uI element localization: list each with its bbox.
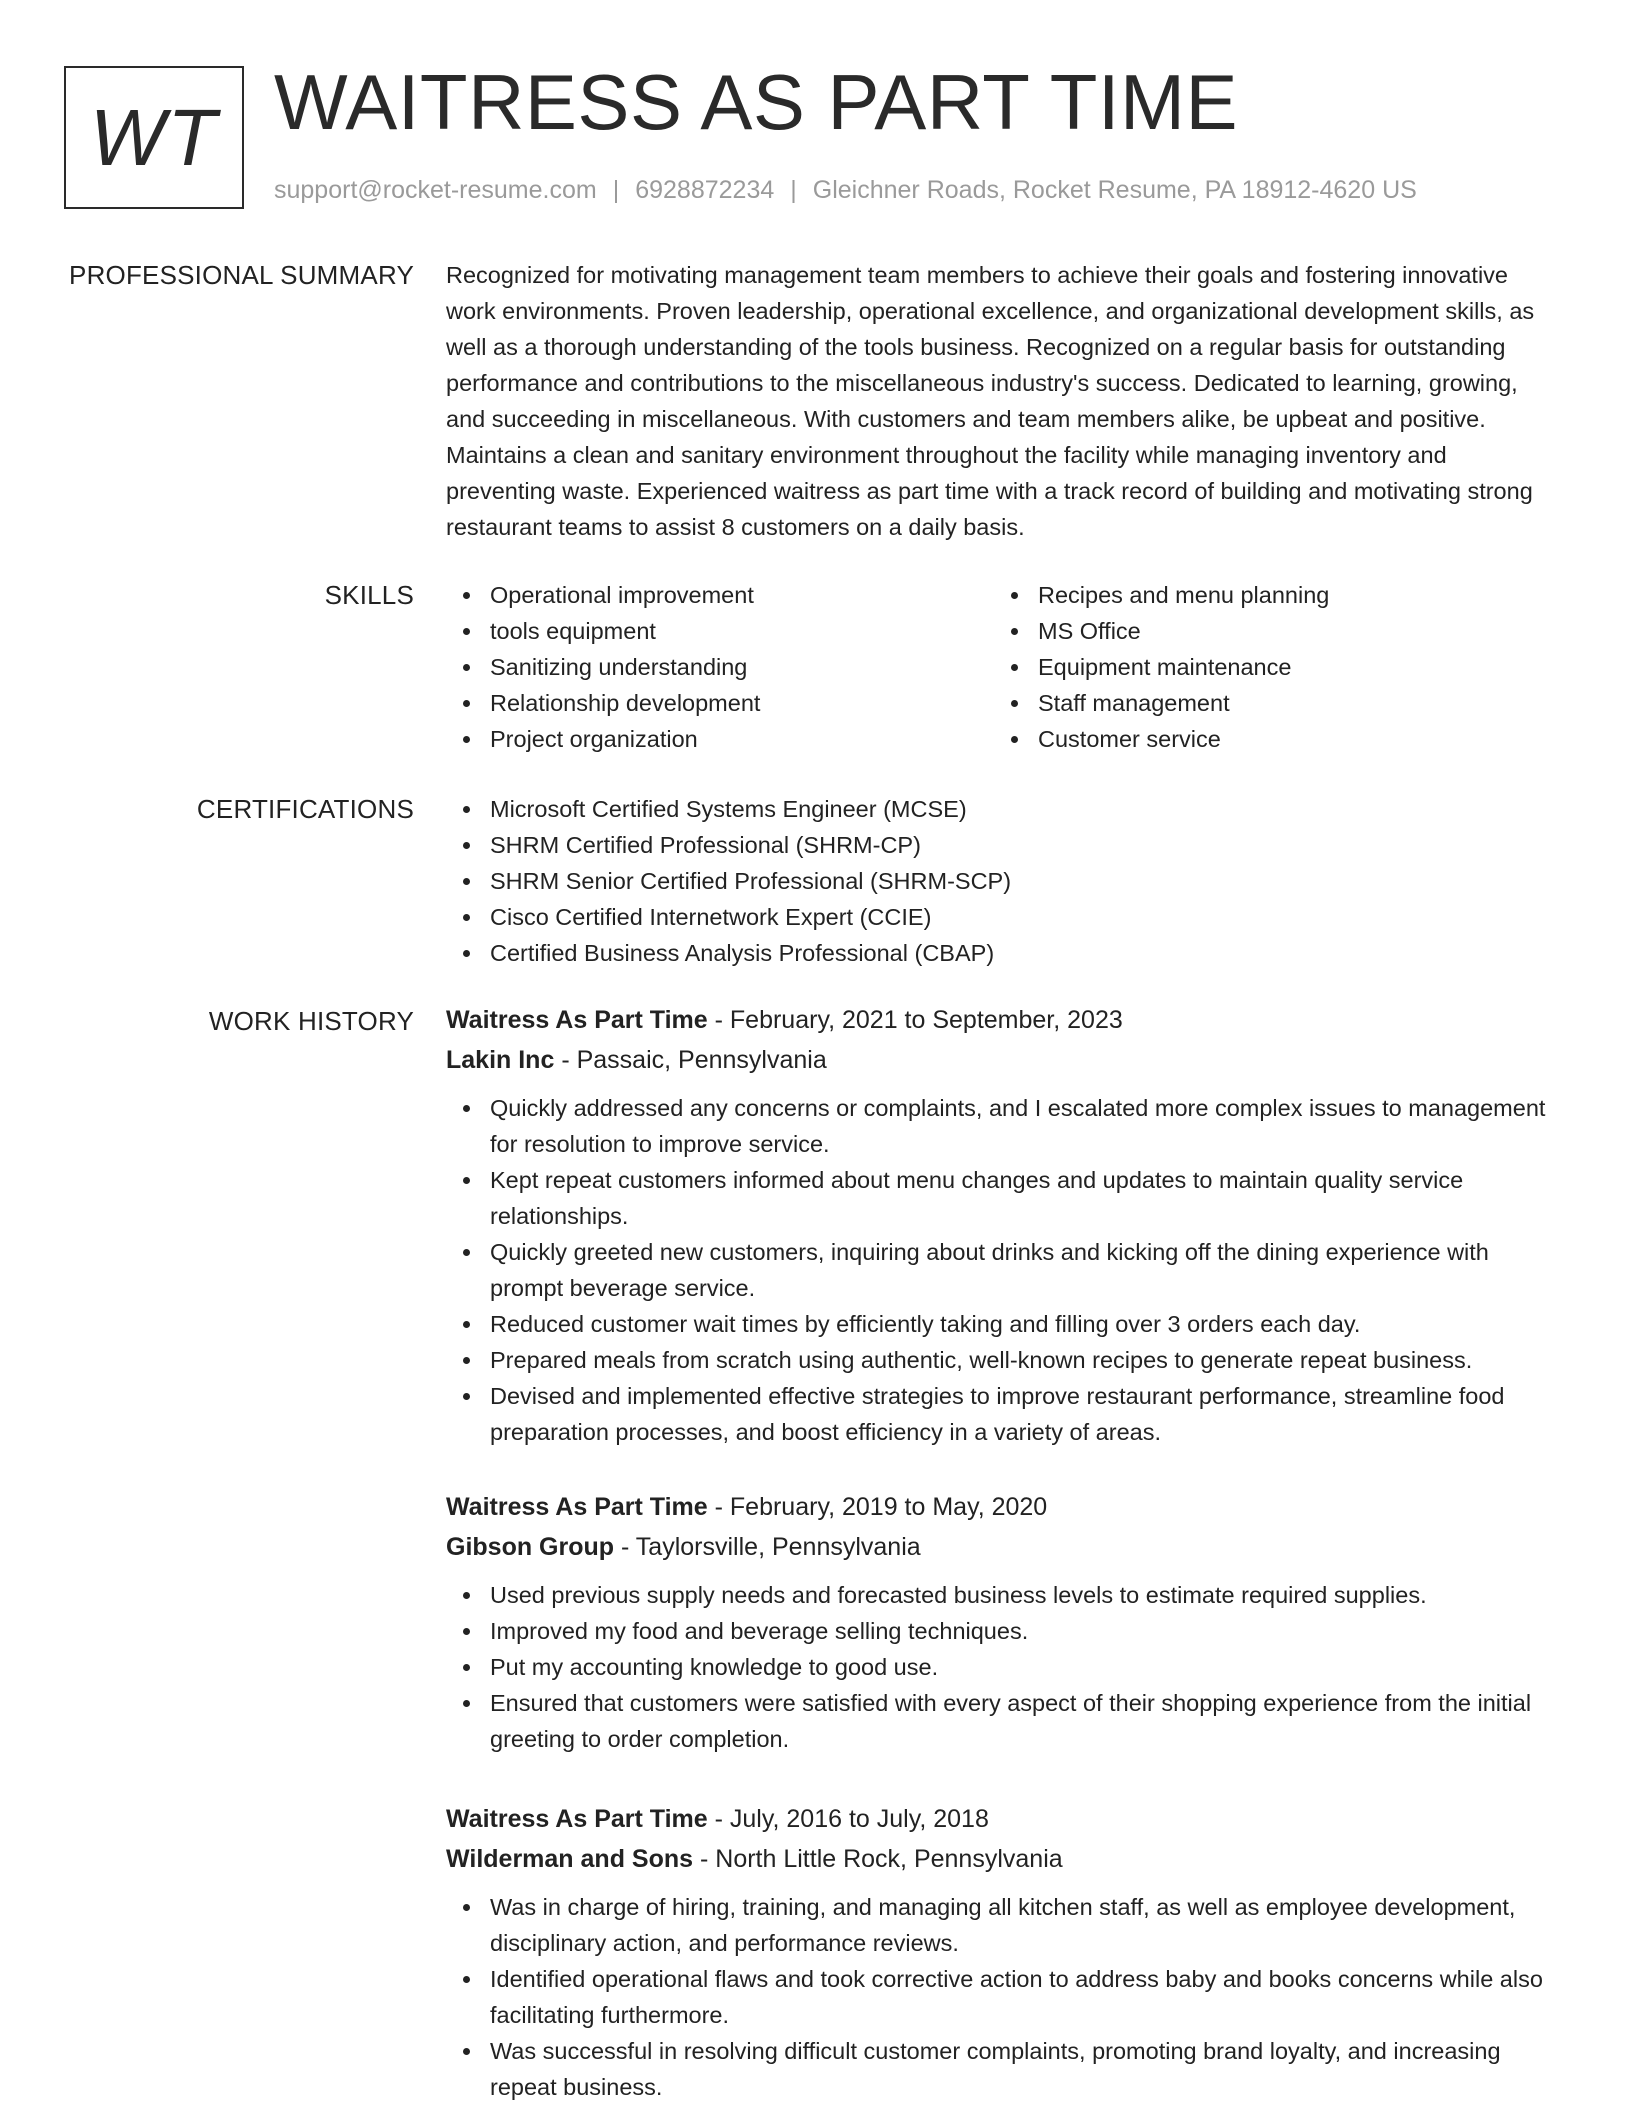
job-bullet: Identified operational flaws and took corrective action to address baby and books concerns while also facilitating furthermore. xyxy=(446,1961,1566,2033)
job-bullet: Quickly addressed any concerns or complaints, and I escalated more complex issues to management for resolution to improve service. xyxy=(446,1090,1566,1162)
certifications-body xyxy=(446,791,1566,971)
job-location: - Passaic, Pennsylvania xyxy=(554,1046,827,1074)
job-bullet: Improved my food and beverage selling techniques. xyxy=(446,1613,1566,1649)
job-bullet: Devised and implemented effective strategies to improve restaurant performance, streamline food preparation processes, and boost efficiency in a variety of areas. xyxy=(446,1378,1566,1450)
skill-item: Sanitizing understanding xyxy=(446,649,994,685)
job-title-line xyxy=(446,1000,1566,1040)
contact-address: Gleichner Roads, Rocket Resume, PA 18912-4620 US xyxy=(812,176,1417,204)
skills-list-left xyxy=(446,577,994,757)
job-bullets xyxy=(446,1889,1566,2105)
skills-columns xyxy=(446,577,1566,757)
skill-item: Operational improvement xyxy=(446,577,994,613)
monogram-box xyxy=(64,66,244,209)
monogram-initials: WT xyxy=(89,92,219,182)
skill-item: Recipes and menu planning xyxy=(994,577,1542,613)
skill-item: Project organization xyxy=(446,721,994,757)
contact-separator: | xyxy=(790,176,797,204)
skill-item: MS Office xyxy=(994,613,1542,649)
contact-phone[interactable]: 6928872234 xyxy=(635,176,775,204)
certification-item: Certified Business Analysis Professional (CBAP) xyxy=(446,935,1566,971)
job-title: Waitress As Part Time xyxy=(446,1805,708,1833)
job-company-line xyxy=(446,1040,1566,1080)
job-dates: - February, 2019 to May, 2020 xyxy=(707,1493,1048,1521)
certification-item: Microsoft Certified Systems Engineer (MCSE) xyxy=(446,791,1566,827)
contact-line xyxy=(274,174,1417,207)
skill-item: tools equipment xyxy=(446,613,994,649)
job-title: Waitress As Part Time xyxy=(446,1006,708,1034)
certification-item: Cisco Certified Internetwork Expert (CCIE) xyxy=(446,899,1566,935)
job-body xyxy=(446,1487,1566,1757)
section-label-certifications: CERTIFICATIONS xyxy=(196,794,414,824)
job-dates: - February, 2021 to September, 2023 xyxy=(707,1006,1123,1034)
summary-text: Recognized for motivating management team members to achieve their goals and fostering innovative work environments. Proven leadership, operational excellence, and organizational development skills, as well as a thorough understanding of the tools business. Recognized on a regular basis for outstanding performance and contributions to the miscellaneous industry's success. Dedicated to learning, growing, and succeeding in miscellaneous. With customers and team members alike, be upbeat and positive. Maintains a clean and sanitary environment throughout the facility while managing inventory and preventing waste. Experienced waitress as part time with a track record of building and motivating strong restaurant teams to assist 8 customers on a daily basis. xyxy=(446,262,1535,540)
section-label-summary: PROFESSIONAL SUMMARY xyxy=(69,260,414,290)
job-location: - North Little Rock, Pennsylvania xyxy=(693,1845,1063,1873)
job-bullets xyxy=(446,1577,1566,1757)
contact-separator: | xyxy=(612,176,620,204)
certification-item: SHRM Senior Certified Professional (SHRM-SCP) xyxy=(446,863,1566,899)
job-bullets xyxy=(446,1090,1566,1450)
skill-item: Relationship development xyxy=(446,685,994,721)
section-label-work-history: WORK HISTORY xyxy=(208,1006,414,1036)
job-company: Wilderman and Sons xyxy=(446,1845,694,1873)
skill-item: Equipment maintenance xyxy=(994,649,1542,685)
skill-item: Staff management xyxy=(994,685,1542,721)
job-company-line xyxy=(446,1839,1566,1879)
job-bullet: Was in charge of hiring, training, and managing all kitchen staff, as well as employee development, disciplinary action, and performance reviews. xyxy=(446,1889,1566,1961)
job-bullet: Reduced customer wait times by efficiently taking and filling over 3 orders each day. xyxy=(446,1306,1566,1342)
job-bullet: Ensured that customers were satisfied with every aspect of their shopping experience from the initial greeting to order completion. xyxy=(446,1685,1566,1757)
job-title-line xyxy=(446,1799,1566,1839)
job-title: Waitress As Part Time xyxy=(446,1493,708,1521)
resume-title: WAITRESS AS PART TIME xyxy=(274,58,1239,146)
job-company: Gibson Group xyxy=(446,1533,615,1561)
job-body xyxy=(446,1000,1566,1450)
job-bullet: Kept repeat customers informed about menu changes and updates to maintain quality service relationships. xyxy=(446,1162,1566,1234)
job-location: - Taylorsville, Pennsylvania xyxy=(614,1533,921,1561)
contact-email[interactable]: support@rocket-resume.com xyxy=(274,176,597,204)
job-title-line xyxy=(446,1487,1566,1527)
job-bullet: Prepared meals from scratch using authentic, well-known recipes to generate repeat business. xyxy=(446,1342,1566,1378)
job-bullet: Quickly greeted new customers, inquiring about drinks and kicking off the dining experience with prompt beverage service. xyxy=(446,1234,1566,1306)
certification-item: SHRM Certified Professional (SHRM-CP) xyxy=(446,827,1566,863)
job-bullet: Used previous supply needs and forecasted business levels to estimate required supplies. xyxy=(446,1577,1566,1613)
job-body xyxy=(446,1799,1566,2105)
job-company: Lakin Inc xyxy=(446,1046,555,1074)
skills-list-right xyxy=(994,577,1542,757)
job-company-line xyxy=(446,1527,1566,1567)
certifications-list xyxy=(446,791,1566,971)
job-bullet: Put my accounting knowledge to good use. xyxy=(446,1649,1566,1685)
job-dates: - July, 2016 to July, 2018 xyxy=(707,1805,989,1833)
section-label-skills: SKILLS xyxy=(324,580,414,610)
skill-item: Customer service xyxy=(994,721,1542,757)
job-bullet: Was successful in resolving difficult customer complaints, promoting brand loyalty, and increasing repeat business. xyxy=(446,2033,1566,2105)
